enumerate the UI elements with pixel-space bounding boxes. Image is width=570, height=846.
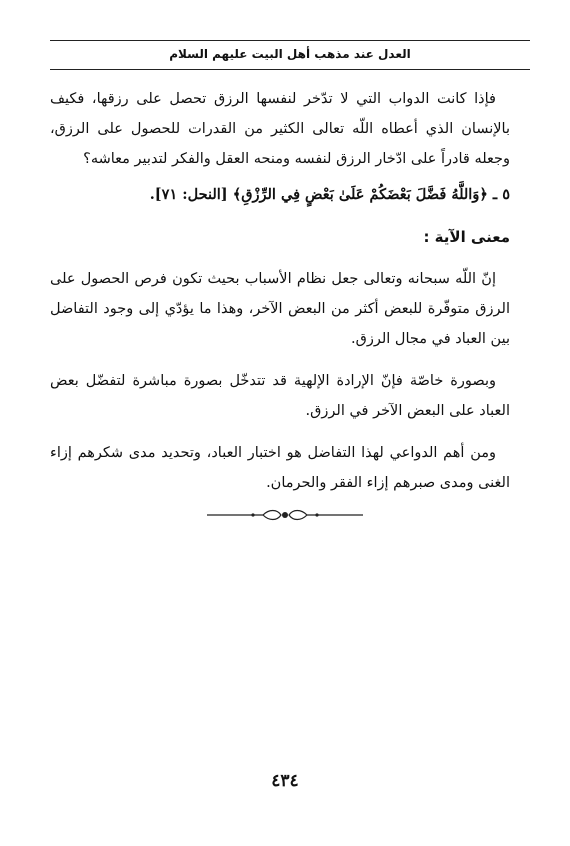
page-body	[50, 84, 510, 510]
meaning-paragraph-1: إنّ اللّه سبحانه وتعالى جعل نظام الأسباب بحيث تكون فرص الحصول على الرزق متوفّرة للبعض أكثر من البعض الآخر، وهذا ما يؤدّي إلى وجود التفاضل بين العباد في مجال الرزق.	[50, 271, 510, 347]
running-header	[50, 40, 530, 70]
verse-text: ﴿وَاللَّهُ فَضَّلَ بَعْضَكُمْ عَلَىٰ بَعْضٍ فِي الرِّزْقِ﴾	[232, 186, 488, 203]
meaning-paragraph-2: وبصورة خاصّة فإنّ الإرادة الإلهية قد تتدخّل بصورة مباشرة لتفضّل بعض العباد على البعض الآخر في الرزق.	[50, 373, 510, 419]
running-title: العدل عند مذهب أهل البيت عليهم السلام	[169, 47, 411, 61]
verse-number: ٥ ـ	[492, 186, 510, 203]
intro-paragraph: فإذا كانت الدواب التي لا تدّخر لنفسها الرزق تحصل على رزقها، فكيف بالإنسان الذي أعطاه اللّه تعالى الكثير من القدرات للحصول على الرزق، وجعله قادراً على ادّخار الرزق لنفسه ومنحه العقل والفكر لتدبير معاشه؟	[50, 91, 510, 167]
page-number: ٤٣٤	[271, 771, 299, 791]
section-heading: معنى الآية :	[423, 228, 510, 246]
verse-reference: [النحل: ٧١].	[149, 186, 228, 203]
section-end-ornament	[205, 506, 365, 524]
meaning-paragraph-3: ومن أهم الدواعي لهذا التفاضل هو اختبار العباد، وتحديد مدى شكرهم إزاء الغنى ومدى صبرهم إزاء الفقر والحرمان.	[50, 445, 510, 491]
verse-line	[50, 180, 510, 210]
